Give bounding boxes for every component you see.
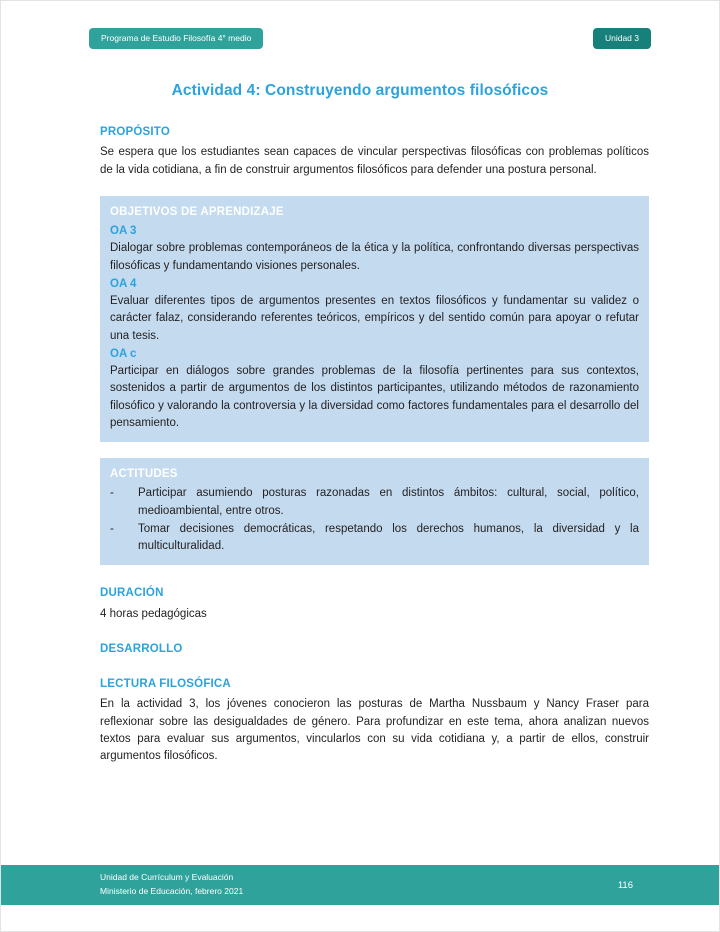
objetivos-box <box>100 196 649 442</box>
page-number: 116 <box>617 879 633 891</box>
header-unit-badge: Unidad 3 <box>593 28 651 49</box>
section-duracion <box>100 585 649 623</box>
document-content <box>100 124 649 765</box>
duracion-heading: DURACIÓN <box>100 587 164 600</box>
proposito-heading: PROPÓSITO <box>100 126 170 138</box>
actitudes-heading: ACTITUDES <box>110 468 178 480</box>
oa-item <box>110 223 639 275</box>
oa-item <box>110 346 639 432</box>
footer-line-2: Ministerio de Educación, febrero 2021 <box>100 886 244 896</box>
actitud-item <box>110 485 639 520</box>
footer-line-1: Unidad de Currículum y Evaluación <box>100 872 234 883</box>
desarrollo-heading: DESARROLLO <box>100 642 183 655</box>
actitud-item <box>110 521 639 556</box>
proposito-body: Se espera que los estudiantes sean capaces de vincular perspectivas filosóficas con problemas políticos de la vida cotidiana, a fin de construir argumentos filosóficos para defender una postura personal. <box>100 146 649 176</box>
footer-credits <box>100 871 243 898</box>
section-proposito <box>100 124 649 179</box>
lectura-heading: LECTURA FILOSÓFICA <box>100 678 231 690</box>
actitud-item-text: Participar asumiendo posturas razonadas en distintos ámbitos: cultural, social, político, medioambiental, entre otros. <box>138 487 639 517</box>
activity-title: Actividad 4: Construyendo argumentos filosóficos <box>171 82 549 99</box>
section-desarrollo <box>100 641 649 658</box>
bullet-dash: - <box>110 487 114 500</box>
oa-item-label: OA 4 <box>110 277 137 290</box>
lectura-body: En la actividad 3, los jóvenes conocieron las posturas de Martha Nussbaum y Nancy Fraser para reflexionar sobre las desigualdades de género. Para profundizar en este tema, ahora analizan nuevos textos para evaluar sus argumentos, vincularlos con su vida cotidiana y, a partir de ellos, construir argumentos filosóficos. <box>100 698 649 762</box>
actitud-item-text: Tomar decisiones democráticas, respetando los derechos humanos, la diversidad y la multiculturalidad. <box>138 522 639 552</box>
section-lectura <box>100 676 649 765</box>
objetivos-heading: OBJETIVOS DE APRENDIZAJE <box>110 205 284 218</box>
oa-item-text: Dialogar sobre problemas contemporáneos de la ética y la política, confrontando diversas perspectivas filosóficas y fundamentando visiones personales. <box>110 242 639 272</box>
page-footer <box>1 865 719 905</box>
oa-item <box>110 276 639 345</box>
oa-item-text: Participar en diálogos sobre grandes problemas de la filosofía pertinentes para sus contextos, sostenidos a partir de argumentos de los distintos participantes, utilizando métodos de razonamiento filosófico y valorando la controversia y la diversidad como factores fundamentales para el desarrollo del pensamiento. <box>110 365 639 429</box>
header-program-badge: Programa de Estudio Filosofía 4° medio <box>89 28 263 49</box>
oa-item-label: OA c <box>110 347 137 360</box>
oa-item-text: Evaluar diferentes tipos de argumentos presentes en textos filosóficos y fundamentar su validez o carácter falaz, considerando referentes teóricos, empíricos y del sentido común para apoyar o refutar una tesis. <box>110 295 639 342</box>
bullet-dash: - <box>110 522 114 535</box>
oa-item-label: OA 3 <box>110 225 137 237</box>
page-header <box>89 28 651 49</box>
duracion-body: 4 horas pedagógicas <box>100 607 207 620</box>
actitudes-box <box>100 458 649 565</box>
